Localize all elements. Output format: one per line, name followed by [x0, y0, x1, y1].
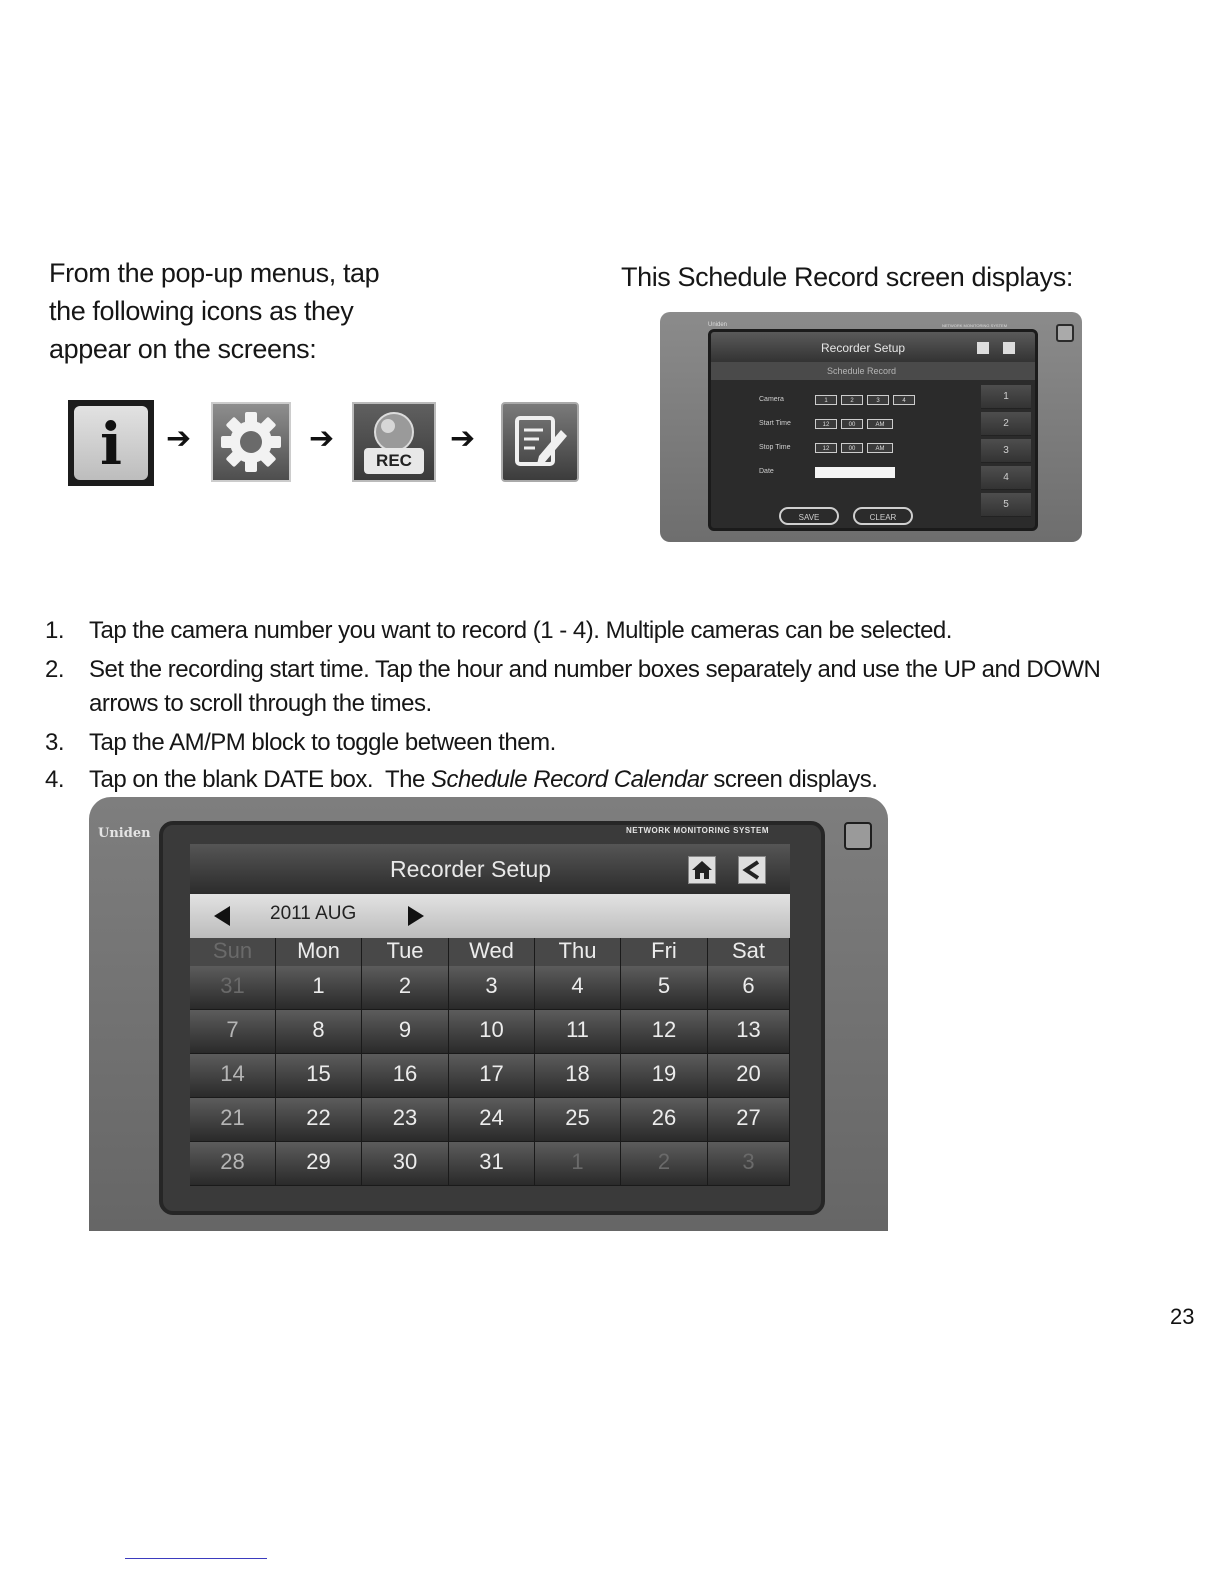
calendar-day-cell[interactable]: 9 — [362, 1010, 449, 1054]
device-corner-button — [1056, 324, 1074, 342]
step-text: Set the recording start time. Tap the hour and number boxes separately and use the UP and DOWN arrows to scroll through the times. — [89, 656, 1101, 717]
info-icon — [68, 400, 154, 486]
calendar-day-cell[interactable]: 13 — [708, 1010, 790, 1054]
step-number: 3. — [45, 729, 65, 756]
day-of-week-header: Fri — [621, 938, 708, 966]
month-label: 2011 AUG — [270, 903, 357, 924]
gear-icon — [211, 402, 291, 482]
date-label: Date — [759, 468, 774, 475]
day-of-week-header: Wed — [449, 938, 535, 966]
stop-hour-box[interactable]: 12 — [815, 443, 837, 453]
camera-label: Camera — [759, 396, 784, 403]
calendar-day-cell[interactable]: 5 — [621, 966, 708, 1010]
step-text: Tap the AM/PM block to toggle between them. — [89, 729, 556, 756]
intro-left-text — [49, 254, 469, 368]
calendar-day-cell[interactable]: 2 — [621, 1142, 708, 1186]
calendar-grid — [190, 938, 790, 1186]
calendar-day-cell[interactable]: 31 — [449, 1142, 535, 1186]
calendar-day-cell[interactable]: 28 — [190, 1142, 276, 1186]
calendar-day-cell[interactable]: 6 — [708, 966, 790, 1010]
calendar-title: Recorder Setup — [390, 856, 552, 882]
start-ampm-box[interactable]: AM — [867, 419, 893, 429]
device-tagline: NETWORK MONITORING SYSTEM — [942, 323, 1008, 328]
calendar-day-cell[interactable]: 14 — [190, 1054, 276, 1098]
back-button[interactable] — [738, 856, 766, 884]
side-number-5[interactable]: 5 — [981, 493, 1031, 517]
calendar-day-cell[interactable]: 17 — [449, 1054, 535, 1098]
calendar-day-cell[interactable]: 3 — [708, 1142, 790, 1186]
start-hour-box[interactable]: 12 — [815, 419, 837, 429]
camera-button-3[interactable]: 3 — [867, 395, 889, 405]
calendar-day-cell[interactable]: 18 — [535, 1054, 621, 1098]
calendar-day-cell[interactable]: 22 — [276, 1098, 362, 1142]
calendar-day-cell[interactable]: 15 — [276, 1054, 362, 1098]
calendar-day-cell[interactable]: 1 — [535, 1142, 621, 1186]
day-of-week-header: Sun — [190, 938, 276, 966]
page-number: 23 — [1170, 1304, 1195, 1329]
calendar-day-cell[interactable]: 24 — [449, 1098, 535, 1142]
day-of-week-header: Sat — [708, 938, 790, 966]
rec-label: REC — [376, 451, 412, 470]
edit-graphic — [503, 404, 577, 480]
step-text-post: screen displays. — [707, 766, 878, 793]
schedule-edit-icon — [501, 402, 579, 482]
info-glyph: i — [99, 410, 123, 478]
gear-graphic — [213, 404, 289, 480]
day-of-week-header: Thu — [535, 938, 621, 966]
step-number: 2. — [45, 656, 65, 683]
device-tagline: NETWORK MONITORING SYSTEM — [626, 826, 770, 835]
home-button[interactable] — [688, 856, 716, 884]
calendar-day-cell[interactable]: 21 — [190, 1098, 276, 1142]
arrow-icon: ➔ — [166, 422, 192, 455]
triangle-right-icon — [406, 904, 426, 928]
home-icon[interactable] — [977, 342, 989, 354]
day-of-week-header: Tue — [362, 938, 449, 966]
step-number: 4. — [45, 766, 65, 793]
side-number-1[interactable]: 1 — [981, 385, 1031, 409]
calendar-day-cell[interactable]: 30 — [362, 1142, 449, 1186]
calendar-day-cell[interactable]: 20 — [708, 1054, 790, 1098]
step-text-italic: Schedule Record Calendar — [430, 766, 708, 793]
intro-line: From the pop-up menus, tap — [49, 258, 380, 288]
footnote-rule — [125, 1558, 267, 1559]
step-number: 1. — [45, 617, 65, 644]
date-input[interactable] — [815, 467, 895, 478]
calendar-day-cell[interactable]: 12 — [621, 1010, 708, 1054]
camera-button-2[interactable]: 2 — [841, 395, 863, 405]
side-number-3[interactable]: 3 — [981, 439, 1031, 463]
calendar-day-cell[interactable]: 3 — [449, 966, 535, 1010]
step-text — [89, 763, 1165, 797]
schedule-record-device — [660, 312, 1082, 542]
side-number-2[interactable]: 2 — [981, 412, 1031, 436]
step-text: Tap the camera number you want to record (1 - 4). Multiple cameras can be selected. — [89, 617, 952, 644]
home-icon — [689, 857, 715, 883]
calendar-day-cell[interactable]: 26 — [621, 1098, 708, 1142]
calendar-day-cell[interactable]: 10 — [449, 1010, 535, 1054]
start-minute-box[interactable]: 00 — [841, 419, 863, 429]
intro-line: the following icons as they — [49, 296, 354, 326]
stop-ampm-box[interactable]: AM — [867, 443, 893, 453]
screen-title: Recorder Setup — [821, 341, 906, 355]
stop-minute-box[interactable]: 00 — [841, 443, 863, 453]
arrow-icon: ➔ — [309, 422, 335, 455]
next-month-button[interactable] — [406, 904, 426, 933]
back-icon[interactable] — [1003, 342, 1015, 354]
day-of-week-header: Mon — [276, 938, 362, 966]
device-brand: Uniden — [98, 826, 151, 841]
intro-right-text: This Schedule Record screen displays: — [621, 262, 1073, 292]
calendar-day-cell[interactable]: 29 — [276, 1142, 362, 1186]
step-text-pre: Tap on the blank DATE box. The — [89, 766, 431, 793]
calendar-day-cell[interactable]: 1 — [276, 966, 362, 1010]
intro-line: appear on the screens: — [49, 334, 317, 364]
clear-button[interactable]: CLEAR — [853, 507, 913, 525]
calendar-day-cell[interactable]: 4 — [535, 966, 621, 1010]
calendar-day-cell[interactable]: 8 — [276, 1010, 362, 1054]
calendar-day-cell[interactable]: 16 — [362, 1054, 449, 1098]
camera-button-4[interactable]: 4 — [893, 395, 915, 405]
device-brand: Uniden — [708, 322, 728, 328]
calendar-day-cell[interactable]: 19 — [621, 1054, 708, 1098]
calendar-day-cell[interactable]: 11 — [535, 1010, 621, 1054]
prev-month-button[interactable] — [212, 904, 232, 933]
device-corner-button[interactable] — [844, 822, 872, 850]
schedule-record-screen — [708, 329, 1038, 531]
calendar-day-cell[interactable]: 25 — [535, 1098, 621, 1142]
calendar-day-cell[interactable]: 31 — [190, 966, 276, 1010]
calendar-day-cell[interactable]: 7 — [190, 1010, 276, 1054]
start-time-label: Start Time — [759, 420, 791, 427]
side-number-4[interactable]: 4 — [981, 466, 1031, 490]
calendar-day-cell[interactable]: 23 — [362, 1098, 449, 1142]
stop-time-label: Stop Time — [759, 444, 791, 451]
arrow-icon: ➔ — [450, 422, 476, 455]
calendar-day-cell[interactable]: 27 — [708, 1098, 790, 1142]
save-button[interactable]: SAVE — [779, 507, 839, 525]
triangle-left-icon — [212, 904, 232, 928]
back-icon — [739, 857, 765, 883]
camera-button-1[interactable]: 1 — [815, 395, 837, 405]
record-icon — [352, 402, 436, 482]
calendar-day-cell[interactable]: 2 — [362, 966, 449, 1010]
screen-subtitle: Schedule Record — [827, 366, 897, 376]
